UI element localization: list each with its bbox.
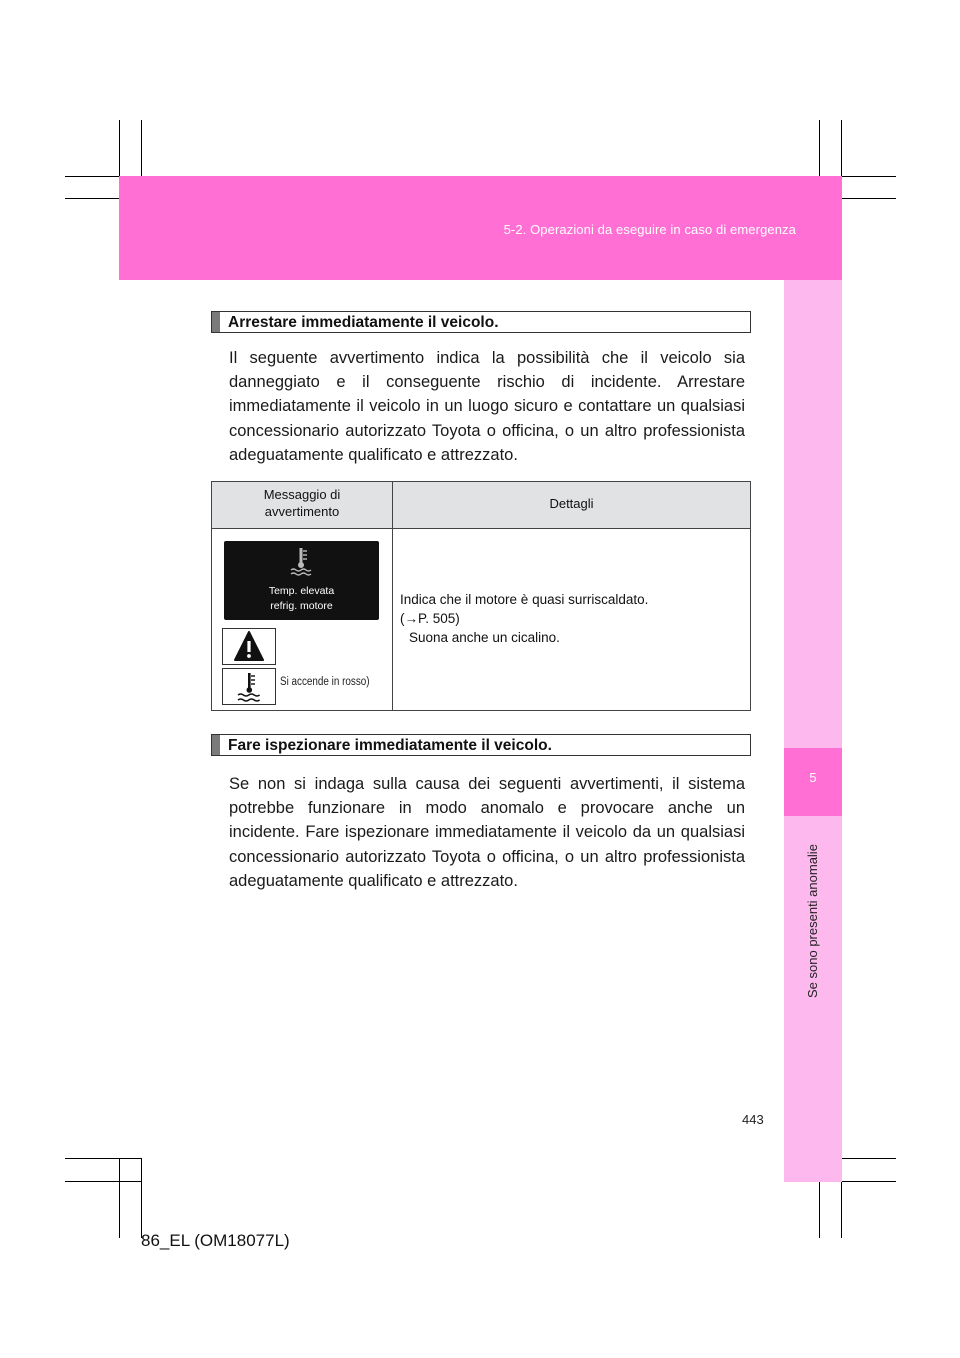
detail-line: Indica che il motore è quasi surriscaldato. (400, 592, 649, 607)
document-code: 86_EL (OM18077L) (141, 1231, 290, 1250)
heading-marker (212, 312, 220, 332)
lamp-note: Si accende in rosso) (280, 676, 370, 688)
coolant-temperature-icon (223, 669, 275, 704)
crop-mark (119, 1158, 120, 1238)
page-reference: (→P. 505) (400, 611, 460, 626)
crop-mark (65, 1181, 142, 1182)
section-heading-stop-vehicle (211, 311, 751, 333)
master-warning-lamp (222, 628, 276, 665)
display-message-line1: Temp. elevata (268, 585, 335, 597)
warning-table (211, 481, 751, 711)
table-header (212, 482, 750, 529)
page-number: 443 (742, 1112, 764, 1127)
column-header-details: Dettagli (549, 496, 594, 511)
multi-info-display (224, 541, 379, 620)
breadcrumb: 5-2. Operazioni da eseguire in caso di emergenza (503, 222, 796, 237)
table-divider (392, 482, 393, 710)
heading-marker (212, 735, 220, 755)
display-message-line2: refrig. motore (270, 600, 333, 612)
column-header-message: Messaggio di avvertimento (263, 487, 341, 519)
crop-mark (65, 1158, 142, 1159)
chapter-tab (784, 748, 842, 816)
crop-mark (141, 1158, 142, 1238)
chapter-label (784, 816, 842, 1046)
coolant-temperature-icon (289, 547, 313, 577)
section-paragraph: Se non si indaga sulla causa dei seguenti avvertimenti, il sistema potrebbe funzionare in modo anomalo e provocare anche un incidente. Fare ispezionare immediatamente il veicolo da un qualsiasi concessionario autorizzato Toyota o officina, o un altro professionista adeguatamente qualificato e attrezzato. (229, 775, 745, 890)
coolant-temp-lamp (222, 668, 276, 705)
section-heading-inspect-vehicle (211, 734, 751, 756)
warning-triangle-icon (223, 629, 275, 664)
section-heading-text: Arrestare immediatamente il veicolo. (228, 314, 499, 331)
side-tab-strip (784, 280, 842, 1182)
chapter-header (119, 176, 842, 280)
warning-details (400, 590, 740, 647)
chapter-label-text: Se sono presenti anomalie (805, 844, 820, 998)
detail-line: Suona anche un cicalino. (409, 630, 560, 645)
chapter-number: 5 (809, 770, 817, 785)
section-heading-text: Fare ispezionare immediatamente il veicolo. (228, 737, 552, 754)
section-paragraph: Il seguente avvertimento indica la possibilità che il veicolo sia danneggiato e il conseguente rischio di incidente. Arrestare immediatamente il veicolo in un luogo sicuro e contattare un qualsiasi concessionario autorizzato Toyota o officina, o un altro professionista adeguatamente qualificato e attrezzato. (229, 349, 745, 464)
